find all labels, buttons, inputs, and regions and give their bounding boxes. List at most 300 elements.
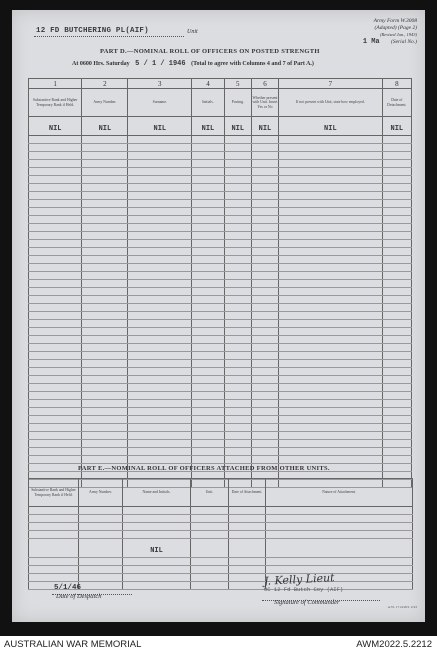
table-cell [251,352,278,360]
table-cell [279,248,383,256]
table-cell [29,248,82,256]
table-cell [266,539,413,558]
table-cell [382,136,411,144]
table-cell [192,456,224,464]
table-cell [229,582,266,590]
table-row [29,160,412,168]
table-row [29,432,412,440]
table-cell [82,328,128,336]
table-cell [123,566,191,574]
table-cell [123,515,191,523]
table-row [29,248,412,256]
table-cell [29,507,79,515]
table-cell [279,144,383,152]
col-number: 3 [128,79,192,89]
table-cell [382,392,411,400]
table-row [29,168,412,176]
table-cell [29,424,82,432]
table-cell [251,224,278,232]
table-cell [128,400,192,408]
part-d-at-line [72,60,314,68]
table-row [29,440,412,448]
table-row [29,384,412,392]
table-cell [79,507,123,515]
nil-entry: NIL [324,125,337,133]
table-cell [266,566,413,574]
table-cell [224,248,251,256]
table-cell [192,144,224,152]
table-cell [82,208,128,216]
table-cell [192,296,224,304]
table-cell [128,280,192,288]
table-cell [224,160,251,168]
table-row [29,376,412,384]
footer-institution: AUSTRALIAN WAR MEMORIAL [4,639,142,650]
part-d-empty-rows [29,136,412,488]
table-cell [224,208,251,216]
table-cell [251,184,278,192]
table-cell [224,168,251,176]
table-cell [192,160,224,168]
table-cell [29,304,82,312]
table-cell [382,336,411,344]
table-cell [123,558,191,566]
commander-signature: J. Kelly Lieut [263,571,335,588]
table-row [29,176,412,184]
table-cell [251,416,278,424]
table-cell [224,184,251,192]
table-cell [29,144,82,152]
table-cell [224,232,251,240]
table-cell [128,376,192,384]
table-cell [29,432,82,440]
serial-value: 1 Ma [362,38,380,47]
table-cell [279,136,383,144]
form-page [12,10,425,622]
table-cell [82,448,128,456]
table-cell [279,160,383,168]
table-cell [266,558,413,566]
table-row [29,424,412,432]
table-cell [224,424,251,432]
table-row [29,232,412,240]
table-cell [224,392,251,400]
part-d-title: PART D.—NOMINAL ROLL OF OFFICERS ON POSTED STRENGTH [100,48,320,55]
table-cell [192,152,224,160]
table-cell [82,288,128,296]
table-cell [192,264,224,272]
table-cell [29,384,82,392]
table-cell [279,376,383,384]
nil-entry: NIL [98,125,112,133]
table-cell [279,344,383,352]
table-row [29,507,413,515]
table-cell [382,296,411,304]
table-cell [192,408,224,416]
table-cell [29,456,82,464]
header-posting: Posting. [224,89,251,117]
table-cell [82,400,128,408]
table-cell [29,208,82,216]
despatch-label: Date of Despatch [56,593,102,600]
table-cell [82,184,128,192]
table-cell [279,184,383,192]
table-cell [224,432,251,440]
table-cell [279,320,383,328]
table-row [29,240,412,248]
table-cell [82,232,128,240]
table-cell [224,368,251,376]
form-revised: (Revised Jan., 1943) [380,32,417,38]
table-row [29,152,412,160]
table-cell [382,232,411,240]
table-cell [251,192,278,200]
table-cell [128,240,192,248]
table-cell [279,400,383,408]
table-cell [123,531,191,539]
table-cell [128,352,192,360]
table-cell [229,523,266,531]
table-cell [279,408,383,416]
table-cell [29,539,79,558]
table-cell [82,440,128,448]
table-row [29,288,412,296]
table-cell [251,288,278,296]
table-row [29,328,412,336]
table-cell [251,272,278,280]
header-surname: Surname. [128,89,192,117]
table-cell [192,344,224,352]
header-rank: Substantive Rank and Higher Temporary Rank if Held. [29,479,79,507]
table-cell [192,304,224,312]
table-cell [192,384,224,392]
table-cell [229,558,266,566]
table-cell [382,288,411,296]
table-cell [229,574,266,582]
table-row [29,272,412,280]
table-cell [279,416,383,424]
table-cell [29,152,82,160]
table-cell [128,288,192,296]
table-cell [82,224,128,232]
table-cell [251,392,278,400]
table-row [29,344,412,352]
table-cell [382,168,411,176]
table-cell [191,566,229,574]
table-cell [192,432,224,440]
table-cell [224,400,251,408]
print-code: A.W. 1714/203. 2/43 [387,605,417,609]
table-cell [29,392,82,400]
table-cell [82,280,128,288]
table-cell [82,200,128,208]
table-row [29,558,413,566]
nil-entry: NIL [201,125,215,133]
table-cell [251,240,278,248]
table-cell [382,440,411,448]
part-d-nil-row [29,117,412,136]
table-cell [128,432,192,440]
table-cell [224,240,251,248]
table-row [29,515,413,523]
table-cell [128,184,192,192]
form-adapted: (Adapted) (Page 2) [374,25,417,32]
table-cell [251,328,278,336]
table-cell [224,272,251,280]
table-cell [79,515,123,523]
table-cell [29,256,82,264]
table-cell [279,352,383,360]
table-cell [192,416,224,424]
table-cell [382,368,411,376]
table-cell [82,408,128,416]
table-row [29,448,412,456]
table-cell [224,264,251,272]
table-cell [224,200,251,208]
table-cell [251,144,278,152]
table-cell [224,344,251,352]
table-cell [279,192,383,200]
table-cell [29,216,82,224]
table-cell [251,208,278,216]
table-cell [29,344,82,352]
table-cell [82,304,128,312]
signature-label: Signature of Commander [274,599,340,606]
table-cell [29,336,82,344]
table-row [29,574,413,582]
table-cell [382,184,411,192]
form-id-block [363,18,417,47]
table-cell [29,408,82,416]
table-cell [192,288,224,296]
table-cell [192,368,224,376]
form-number: Army Form W.3008 [373,18,417,24]
part-e-rows [29,507,413,590]
table-row [29,216,412,224]
table-cell [82,336,128,344]
table-row [29,144,412,152]
table-cell [224,312,251,320]
table-cell [251,344,278,352]
table-cell [224,256,251,264]
table-cell [128,256,192,264]
table-cell [251,384,278,392]
table-cell [128,384,192,392]
table-row [29,566,413,574]
table-cell [192,392,224,400]
table-cell [192,248,224,256]
table-cell [123,507,191,515]
table-cell [128,224,192,232]
table-cell [128,216,192,224]
table-cell [192,280,224,288]
table-row [29,224,412,232]
table-cell [251,200,278,208]
table-cell [128,424,192,432]
table-cell [192,216,224,224]
table-cell [82,136,128,144]
table-cell [382,320,411,328]
col-number: 7 [279,79,383,89]
table-cell [191,582,229,590]
table-cell [251,248,278,256]
table-cell [229,531,266,539]
table-cell [382,160,411,168]
table-cell [224,416,251,424]
table-cell [191,507,229,515]
table-row [29,184,412,192]
table-cell [128,144,192,152]
table-cell [382,400,411,408]
table-cell [224,152,251,160]
table-cell [128,264,192,272]
table-cell [128,416,192,424]
table-cell [251,368,278,376]
table-cell [128,208,192,216]
table-cell [29,523,79,531]
table-cell [191,523,229,531]
unit-underline [34,36,184,37]
signature-stamp: OC 12 Fd Butch Coy (AIF) [264,586,344,593]
table-cell [29,400,82,408]
table-cell [279,432,383,440]
table-cell [82,256,128,264]
table-cell [192,376,224,384]
table-cell [128,200,192,208]
table-cell [79,582,123,590]
table-cell [128,408,192,416]
table-cell [279,304,383,312]
table-cell [251,440,278,448]
table-row [29,256,412,264]
table-cell [29,566,79,574]
table-row [29,192,412,200]
nil-entry: NIL [153,125,167,133]
table-cell [82,368,128,376]
table-cell [29,440,82,448]
table-cell [29,320,82,328]
table-cell [29,176,82,184]
table-cell [29,448,82,456]
table-cell [279,256,383,264]
table-cell [29,168,82,176]
table-cell [29,558,79,566]
part-d-column-numbers [29,79,412,89]
part-e-table [28,478,413,590]
table-cell [82,144,128,152]
table-cell [224,176,251,184]
table-cell [382,224,411,232]
table-row [29,200,412,208]
table-row [29,136,412,144]
table-cell [128,336,192,344]
table-cell [29,136,82,144]
table-cell [382,272,411,280]
table-cell [251,424,278,432]
table-cell [192,192,224,200]
table-cell [29,328,82,336]
table-cell [29,464,82,472]
table-cell [224,216,251,224]
table-cell [382,264,411,272]
table-row [29,208,412,216]
at-suffix: (Total to agree with Columns 4 and 7 of Part A.) [191,61,314,67]
table-cell [251,216,278,224]
table-cell [382,432,411,440]
table-cell [29,192,82,200]
table-cell [382,240,411,248]
table-row [29,456,412,464]
table-cell [279,280,383,288]
table-cell [192,168,224,176]
table-cell [251,456,278,464]
table-cell [251,360,278,368]
table-cell [192,272,224,280]
nil-entry: NIL [150,547,163,555]
table-cell [191,574,229,582]
table-cell [279,440,383,448]
table-cell [82,248,128,256]
table-cell [192,448,224,456]
table-cell [82,264,128,272]
table-cell [128,296,192,304]
col-number: 2 [82,79,128,89]
table-cell [382,456,411,464]
table-cell [128,192,192,200]
table-cell [382,408,411,416]
table-cell [279,232,383,240]
table-row [29,264,412,272]
table-cell [279,264,383,272]
table-cell [29,184,82,192]
table-cell [79,558,123,566]
table-cell [279,176,383,184]
table-cell [279,336,383,344]
table-cell [279,392,383,400]
table-cell [128,272,192,280]
table-cell [29,200,82,208]
table-cell [382,376,411,384]
table-cell [224,352,251,360]
table-cell [251,256,278,264]
table-cell [224,456,251,464]
table-cell [229,539,266,558]
table-cell [251,408,278,416]
table-cell [192,320,224,328]
table-cell [79,574,123,582]
table-cell [191,515,229,523]
table-cell [382,152,411,160]
table-cell [382,416,411,424]
table-cell [79,539,123,558]
header-attachment-nature: Nature of Attachment. [266,479,413,507]
unit-value: 12 FD BUTCHERING PL(AIF) [36,27,149,35]
table-cell [279,168,383,176]
table-cell [382,360,411,368]
table-cell [279,208,383,216]
at-prefix: At 0600 Hrs. Saturday [72,61,130,67]
table-cell [251,136,278,144]
table-cell [79,531,123,539]
table-cell [192,208,224,216]
nil-entry: NIL [390,125,404,133]
table-cell [251,304,278,312]
nil-entry: NIL [258,125,272,133]
table-cell [29,160,82,168]
col-number: 4 [192,79,224,89]
despatch-date-value: 5/1/46 [54,584,82,592]
table-cell [224,224,251,232]
